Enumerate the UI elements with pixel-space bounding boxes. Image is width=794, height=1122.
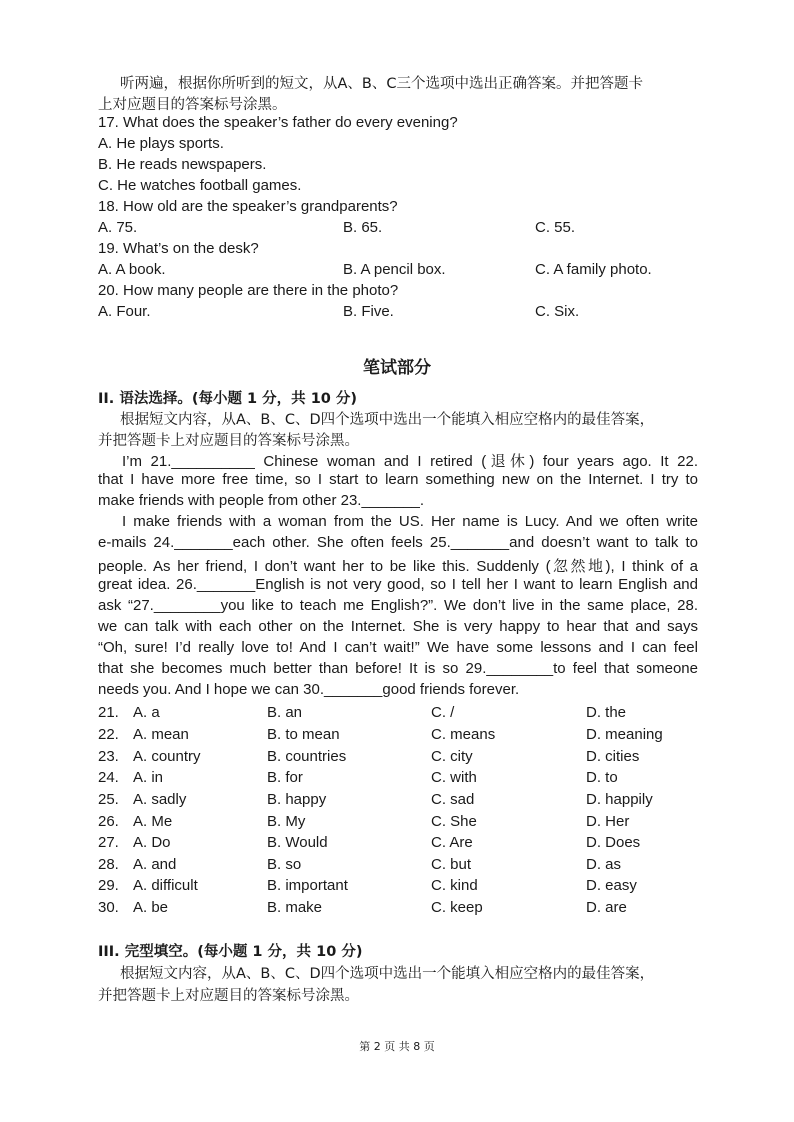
option-number: 25. <box>98 791 119 808</box>
grammar-instruction-2: 并把答题卡上对应题目的答案标号涂黑。 <box>98 433 359 449</box>
option-a: A. country <box>133 748 201 765</box>
option-19c: C. A family photo. <box>535 261 652 278</box>
cloze-instruction-2: 并把答题卡上对应题目的答案标号涂黑。 <box>98 988 359 1004</box>
option-c: C. She <box>431 813 477 830</box>
option-number: 22. <box>98 726 119 743</box>
cloze-instruction-1: 根据短文内容，从A、B、C、D四个选项中选出一个能填入相应空格内的最佳答案， <box>120 966 655 982</box>
passage-line-11: that she becomes much better than before! It is so 29.________to feel that someone <box>98 660 698 677</box>
option-c: C. but <box>431 856 472 873</box>
grammar-instruction-1: 根据短文内容，从A、B、C、D四个选项中选出一个能填入相应空格内的最佳答案， <box>120 412 655 428</box>
option-17c: C. He watches football games. <box>98 177 302 194</box>
option-a: A. in <box>133 769 164 786</box>
option-c: C. kind <box>431 877 478 894</box>
option-c: C. Are <box>431 834 473 851</box>
option-b: B. My <box>267 813 306 830</box>
option-d: D. happily <box>586 791 653 808</box>
option-d: D. Does <box>586 834 641 851</box>
option-20a: A. Four. <box>98 303 151 320</box>
option-b: B. to mean <box>267 726 340 743</box>
option-number: 24. <box>98 769 119 786</box>
option-b: B. so <box>267 856 302 873</box>
cloze-heading: III. 完型填空。(每小题 1 分，共 10 分) <box>98 944 363 960</box>
option-17b: B. He reads newspapers. <box>98 156 267 173</box>
option-b: B. countries <box>267 748 347 765</box>
option-b: B. important <box>267 877 348 894</box>
option-18b: B. 65. <box>343 219 383 236</box>
option-number: 28. <box>98 856 119 873</box>
question-19: 19. What’s on the desk? <box>98 240 259 257</box>
option-c: C. keep <box>431 899 483 916</box>
option-20c: C. Six. <box>535 303 580 320</box>
passage-line-1: I’m 21.__________ Chinese woman and I retired (退休) four years ago. It 22. <box>122 453 698 470</box>
option-a: A. a <box>133 704 160 721</box>
passage-line-6: people. As her friend, I don’t want her to be like this. Suddenly (忽然地), I think of a <box>98 558 698 575</box>
option-c: C. means <box>431 726 496 743</box>
passage-line-7: great idea. 26._______English is not very good, so I tell her I want to learn English and <box>98 576 698 593</box>
option-b: B. make <box>267 899 323 916</box>
grammar-heading: II. 语法选择。(每小题 1 分，共 10 分) <box>98 391 358 407</box>
option-b: B. for <box>267 769 303 786</box>
option-c: C. sad <box>431 791 475 808</box>
passage-line-8: ask “27.________you like to teach me English?”. We don’t live in the same place, 28. <box>98 597 698 614</box>
question-18: 18. How old are the speaker’s grandparents? <box>98 198 398 215</box>
passage-line-4: I make friends with a woman from the US. Her name is Lucy. And we often write <box>122 513 698 530</box>
written-section-title: 笔试部分 <box>363 358 431 378</box>
option-19a: A. A book. <box>98 261 166 278</box>
option-17a: A. He plays sports. <box>98 135 224 152</box>
passage-line-5: e-mails 24._______each other. She often feels 25._______and doesn’t want to talk to <box>98 534 698 551</box>
option-d: D. cities <box>586 748 640 765</box>
option-a: A. difficult <box>133 877 198 894</box>
option-b: B. happy <box>267 791 327 808</box>
option-c: C. / <box>431 704 455 721</box>
option-number: 23. <box>98 748 119 765</box>
option-number: 30. <box>98 899 119 916</box>
option-d: D. Her <box>586 813 630 830</box>
option-19b: B. A pencil box. <box>343 261 446 278</box>
option-d: D. meaning <box>586 726 663 743</box>
option-number: 27. <box>98 834 119 851</box>
question-20: 20. How many people are there in the photo? <box>98 282 399 299</box>
passage-line-12: needs you. And I hope we can 30._______good friends forever. <box>98 681 520 698</box>
option-20b: B. Five. <box>343 303 394 320</box>
option-b: B. an <box>267 704 303 721</box>
passage-line-10: “Oh, sure! I’d really love to! And I can’t wait!” We have some lessons and I can feel <box>98 639 698 656</box>
option-a: A. and <box>133 856 177 873</box>
option-number: 29. <box>98 877 119 894</box>
option-d: D. to <box>586 769 618 786</box>
option-d: D. as <box>586 856 622 873</box>
option-number: 26. <box>98 813 119 830</box>
option-d: D. are <box>586 899 627 916</box>
option-a: A. Me <box>133 813 173 830</box>
option-d: D. easy <box>586 877 637 894</box>
option-d: D. the <box>586 704 627 721</box>
listening-instruction-1: 听两遍，根据你所听到的短文，从A、B、C三个选项中选出正确答案。并把答题卡 <box>120 76 643 92</box>
option-c: C. with <box>431 769 477 786</box>
passage-line-2: that I have more free time, so I start to learn something new on the Internet. I try to <box>98 471 698 488</box>
listening-instruction-2: 上对应题目的答案标号涂黑。 <box>98 97 287 113</box>
option-a: A. sadly <box>133 791 187 808</box>
question-17: 17. What does the speaker’s father do every evening? <box>98 114 458 131</box>
option-18a: A. 75. <box>98 219 138 236</box>
option-a: A. mean <box>133 726 189 743</box>
option-18c: C. 55. <box>535 219 576 236</box>
option-a: A. be <box>133 899 169 916</box>
passage-line-9: we can talk with each other on the Internet. She is very happy to hear that and says <box>98 618 698 635</box>
option-b: B. Would <box>267 834 328 851</box>
option-c: C. city <box>431 748 473 765</box>
option-number: 21. <box>98 704 119 721</box>
page-footer: 第 2 页 共 8 页 <box>359 1040 435 1053</box>
passage-line-3: make friends with people from other 23._______. <box>98 492 425 509</box>
option-a: A. Do <box>133 834 171 851</box>
